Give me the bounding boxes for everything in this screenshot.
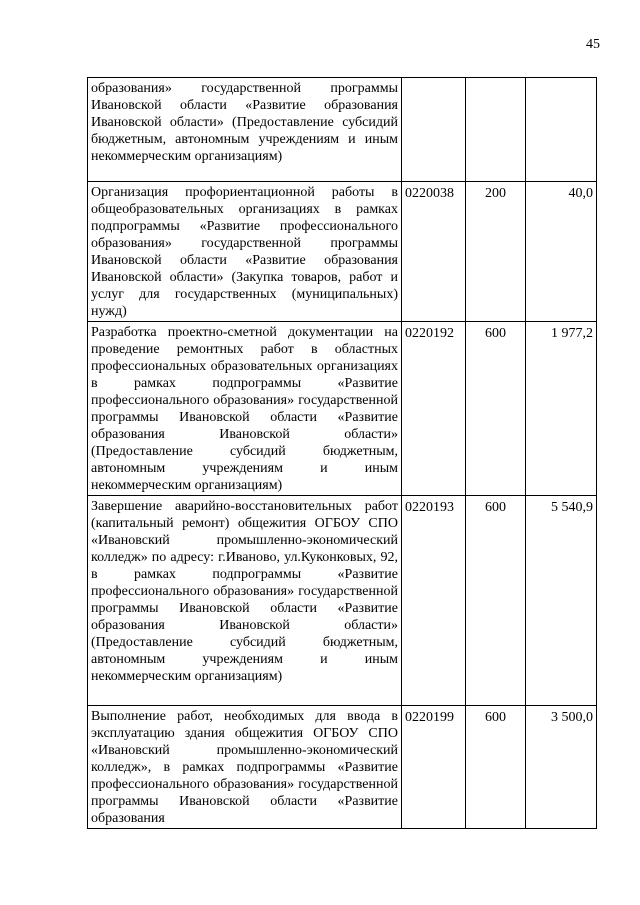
row-amount (526, 78, 597, 182)
row-amount: 5 540,9 (526, 496, 597, 706)
row-description: Выполнение работ, необходимых для ввода в эксплуатацию здания общежития ОГБОУ СПО «Ивановский промышленно-экономический колледж», в рамках подпрограммы «Развитие профессионального образования» государственной программы Ивановской области «Развитие образования (88, 706, 402, 829)
row-expense-type: 600 (466, 706, 526, 829)
row-target-code: 0220199 (402, 706, 466, 829)
row-target-code: 0220192 (402, 322, 466, 496)
table-row (88, 496, 597, 706)
budget-table (87, 77, 597, 829)
row-expense-type: 600 (466, 322, 526, 496)
row-description: Завершение аварийно-восстановительных работ (капитальный ремонт) общежития ОГБОУ СПО «Ивановский промышленно-экономический колледж» по адресу: г.Иваново, ул.Куконковых, 92, в рамках подпрограммы «Развитие профессионального образования» государственной программы Ивановской области «Развитие образования Ивановской области» (Предоставление субсидий бюджетным, автономным учреждениям и иным некоммерческим организациям) (88, 496, 402, 706)
table-row (88, 706, 597, 829)
row-expense-type (466, 78, 526, 182)
row-target-code: 0220038 (402, 182, 466, 322)
page-number: 45 (586, 37, 600, 52)
row-description: образования» государственной программы Ивановской области «Развитие образования Ивановской области» (Предоставление субсидий бюджетным, автономным учреждениям и иным некоммерческим организациям) (88, 78, 402, 182)
row-expense-type: 600 (466, 496, 526, 706)
row-amount: 3 500,0 (526, 706, 597, 829)
row-expense-type: 200 (466, 182, 526, 322)
row-target-code: 0220193 (402, 496, 466, 706)
table-row (88, 78, 597, 182)
row-amount: 40,0 (526, 182, 597, 322)
row-description: Разработка проектно-сметной документации на проведение ремонтных работ в областных профессиональных образовательных организациях в рамках подпрограммы «Развитие профессионального образования» государственной программы Ивановской области «Развитие образования Ивановской области» (Предоставление субсидий бюджетным, автономным учреждениям и иным некоммерческим организациям) (88, 322, 402, 496)
row-description: Организация профориентационной работы в общеобразовательных организациях в рамках подпрограммы «Развитие профессионального образования» государственной программы Ивановской области «Развитие образования Ивановской области» (Закупка товаров, работ и услуг для государственных (муниципальных) нужд) (88, 182, 402, 322)
table-row (88, 182, 597, 322)
row-amount: 1 977,2 (526, 322, 597, 496)
row-target-code (402, 78, 466, 182)
table-row (88, 322, 597, 496)
